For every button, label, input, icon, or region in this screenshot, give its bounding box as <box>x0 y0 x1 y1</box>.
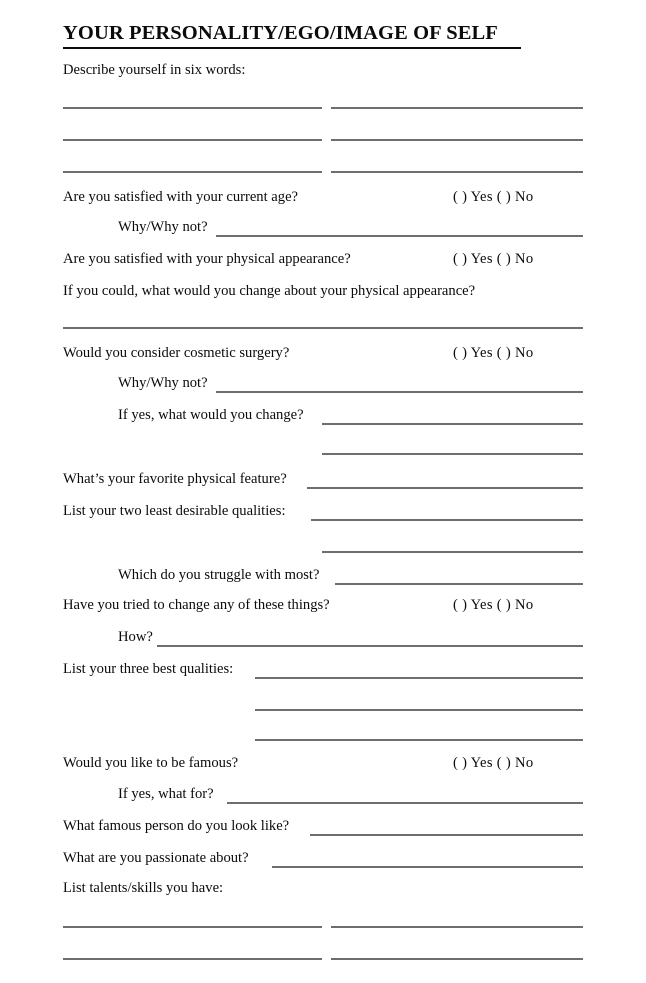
answer-line-three-best-qualities-2[interactable] <box>255 709 583 711</box>
answer-line-six-words-5[interactable] <box>63 171 322 173</box>
answer-line-two-least-desirable-1[interactable] <box>311 519 583 521</box>
prompt-satisfied-appearance: Are you satisfied with your physical appearance? <box>63 251 351 267</box>
prompt-describe-six-words: Describe yourself in six words: <box>63 62 246 78</box>
prompt-change-appearance: If you could, what would you change about your physical appearance? <box>63 283 476 299</box>
answer-line-passionate-about[interactable] <box>272 866 583 868</box>
answer-line-why-why-not-2[interactable] <box>216 391 583 393</box>
answer-line-six-words-6[interactable] <box>331 171 583 173</box>
answer-line-struggle-most[interactable] <box>335 583 583 585</box>
yes-no-cosmetic-surgery[interactable]: ( ) Yes ( ) No <box>453 345 534 361</box>
answer-line-two-least-desirable-2[interactable] <box>322 551 583 553</box>
answer-line-change-appearance[interactable] <box>63 327 583 329</box>
prompt-favorite-feature: What’s your favorite physical feature? <box>63 471 287 487</box>
prompt-why-why-not-1: Why/Why not? <box>118 219 208 235</box>
page-title-underline <box>63 47 521 49</box>
prompt-like-famous: Would you like to be famous? <box>63 755 239 771</box>
prompt-if-yes-what-change: If yes, what would you change? <box>118 407 304 423</box>
answer-line-three-best-qualities-3[interactable] <box>255 739 583 741</box>
answer-line-talents-4[interactable] <box>331 958 583 960</box>
yes-no-like-famous[interactable]: ( ) Yes ( ) No <box>453 755 534 771</box>
answer-line-if-yes-what-change-2[interactable] <box>322 453 583 455</box>
answer-line-three-best-qualities-1[interactable] <box>255 677 583 679</box>
prompt-two-least-desirable: List your two least desirable qualities: <box>63 503 286 519</box>
prompt-famous-look-like: What famous person do you look like? <box>63 818 290 834</box>
prompt-if-yes-what-for: If yes, what for? <box>118 786 214 802</box>
yes-no-tried-to-change[interactable]: ( ) Yes ( ) No <box>453 597 534 613</box>
prompt-why-why-not-2: Why/Why not? <box>118 375 208 391</box>
prompt-passionate-about: What are you passionate about? <box>63 850 249 866</box>
answer-line-talents-2[interactable] <box>331 926 583 928</box>
answer-line-if-yes-what-for[interactable] <box>227 802 583 804</box>
answer-line-why-why-not-1[interactable] <box>216 235 583 237</box>
prompt-talents-skills: List talents/skills you have: <box>63 880 224 896</box>
prompt-satisfied-age: Are you satisfied with your current age? <box>63 189 299 205</box>
prompt-three-best-qualities: List your three best qualities: <box>63 661 234 677</box>
yes-no-satisfied-age[interactable]: ( ) Yes ( ) No <box>453 189 534 205</box>
prompt-struggle-most: Which do you struggle with most? <box>118 567 320 583</box>
yes-no-satisfied-appearance[interactable]: ( ) Yes ( ) No <box>453 251 534 267</box>
answer-line-if-yes-what-change-1[interactable] <box>322 423 583 425</box>
answer-line-six-words-1[interactable] <box>63 107 322 109</box>
prompt-how: How? <box>118 629 153 645</box>
page-title: YOUR PERSONALITY/EGO/IMAGE OF SELF <box>63 22 498 44</box>
answer-line-famous-look-like[interactable] <box>310 834 583 836</box>
answer-line-favorite-feature[interactable] <box>307 487 583 489</box>
answer-line-talents-3[interactable] <box>63 958 322 960</box>
prompt-cosmetic-surgery: Would you consider cosmetic surgery? <box>63 345 290 361</box>
prompt-tried-to-change: Have you tried to change any of these things? <box>63 597 330 613</box>
answer-line-talents-1[interactable] <box>63 926 322 928</box>
answer-line-six-words-4[interactable] <box>331 139 583 141</box>
answer-line-how[interactable] <box>157 645 583 647</box>
answer-line-six-words-3[interactable] <box>63 139 322 141</box>
answer-line-six-words-2[interactable] <box>331 107 583 109</box>
